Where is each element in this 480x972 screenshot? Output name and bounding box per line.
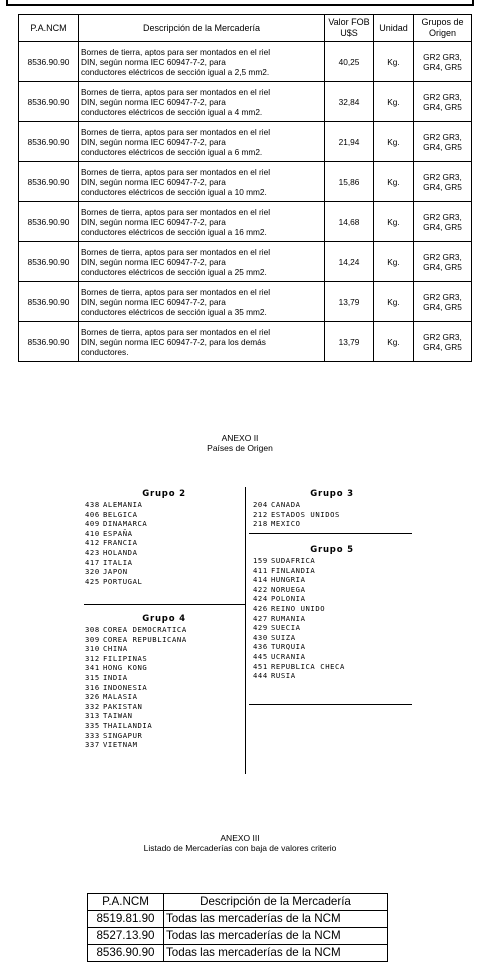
cell-groups <box>414 162 472 202</box>
desc-line2: DIN, según norma IEC 60947-7-2, para <box>81 56 226 67</box>
grupo5-title: Grupo 5 <box>310 545 354 555</box>
cell-value: 14,68 <box>325 202 374 242</box>
cell-code: 8536.90.90 <box>19 82 79 122</box>
country-name: NORUEGA <box>271 584 306 594</box>
table-row <box>88 928 388 945</box>
table-row <box>19 122 472 162</box>
country-code: 412 <box>85 538 100 548</box>
country-item <box>85 644 243 654</box>
country-name: ALEMANIA <box>103 500 143 509</box>
table-row <box>88 945 388 962</box>
country-item <box>85 548 243 558</box>
table-row <box>19 242 472 282</box>
country-item <box>85 654 243 664</box>
header-value-line2: U$S <box>340 28 358 38</box>
cell-groups <box>414 82 472 122</box>
cell-code: 8536.90.90 <box>19 242 79 282</box>
country-name: INDIA <box>103 672 128 682</box>
country-item <box>85 510 243 520</box>
grupo5-list <box>253 556 411 681</box>
country-name: UCRANIA <box>271 651 306 661</box>
grupo4-block <box>85 614 243 750</box>
header-unit: Unidad <box>374 15 414 42</box>
cell-description <box>79 122 325 162</box>
cell-description <box>79 202 325 242</box>
desc-line3: conductores eléctricos de sección igual a 16 mm2. <box>81 226 267 237</box>
country-name: FILIPINAS <box>103 653 148 663</box>
cell-code: 8536.90.90 <box>19 42 79 82</box>
country-name: SUIZA <box>271 632 296 642</box>
cell-description: Todas las mercaderías de la NCM <box>164 945 388 962</box>
cell-groups <box>414 322 472 362</box>
country-code: 326 <box>85 692 100 702</box>
country-item <box>85 558 243 568</box>
country-name: RUMANIA <box>271 613 306 623</box>
country-code: 332 <box>85 701 100 711</box>
desc-line2: DIN, según norma IEC 60947-7-2, para <box>81 296 226 307</box>
groups-line2: GR4, GR5 <box>423 221 462 232</box>
country-code: 313 <box>85 711 100 721</box>
cell-value: 40,25 <box>325 42 374 82</box>
country-item <box>253 510 411 520</box>
grupo5-block <box>253 545 411 681</box>
country-code: 159 <box>253 556 268 565</box>
header-code: P.A.NCM <box>88 894 164 911</box>
country-item <box>253 566 411 576</box>
desc-line3: conductores eléctricos de sección igual a 10 mm2. <box>81 186 267 197</box>
country-item <box>253 614 411 624</box>
country-item <box>253 642 411 652</box>
desc-line3: conductores eléctricos de sección igual a 25 mm2. <box>81 266 267 277</box>
groups-line2: GR4, GR5 <box>423 261 462 272</box>
table-row <box>88 911 388 928</box>
groups-line2: GR4, GR5 <box>423 341 462 352</box>
country-item <box>85 740 243 750</box>
annex3-title: ANEXO III <box>220 833 260 843</box>
country-item <box>85 663 243 673</box>
desc-line2: DIN, según norma IEC 60947-7-2, para <box>81 216 226 227</box>
country-name: THAILANDIA <box>103 720 153 730</box>
cell-code: 8536.90.90 <box>19 322 79 362</box>
country-item <box>85 567 243 577</box>
groups-line2: GR4, GR5 <box>423 301 462 312</box>
country-item <box>85 529 243 539</box>
table-row <box>19 162 472 202</box>
country-name: TAIWAN <box>103 711 133 721</box>
country-code: 204 <box>253 500 268 509</box>
country-name: MEXICO <box>271 519 301 529</box>
country-name: FRANCIA <box>103 538 138 548</box>
header-groups-line2: Origen <box>428 28 456 38</box>
cell-description <box>79 42 325 82</box>
country-code: 409 <box>85 519 100 529</box>
country-code: 423 <box>85 547 100 557</box>
country-item <box>253 594 411 604</box>
country-code: 212 <box>253 509 268 519</box>
country-code: 417 <box>85 557 100 567</box>
country-item <box>85 577 243 587</box>
desc-line1: Bornes de tierra, aptos para ser montados en el riel <box>81 86 271 97</box>
cell-description <box>79 242 325 282</box>
grupo4-list <box>85 625 243 750</box>
country-code: 308 <box>85 625 100 634</box>
groups-line1: GR2 GR3, <box>423 251 462 262</box>
country-item <box>253 671 411 681</box>
groups-vertical-divider <box>245 487 246 774</box>
header-description: Descripción de la Mercadería <box>79 15 325 42</box>
desc-line2: DIN, según norma IEC 60947-7-2, para los demás <box>81 336 266 347</box>
country-name: PAKISTAN <box>103 701 143 711</box>
country-name: TURQUIA <box>271 642 306 652</box>
groups-line1: GR2 GR3, <box>423 171 462 182</box>
country-code: 337 <box>85 740 100 750</box>
desc-line3: conductores eléctricos de sección igual a 2,5 mm2. <box>81 66 270 77</box>
country-name: PORTUGAL <box>103 576 143 586</box>
cell-value: 14,24 <box>325 242 374 282</box>
cell-description: Todas las mercaderías de la NCM <box>164 928 388 945</box>
grupo3-list <box>253 500 411 529</box>
merchandise-value-table <box>18 14 472 362</box>
country-code: 411 <box>253 565 268 575</box>
cell-groups <box>414 202 472 242</box>
annex2-title: ANEXO II <box>221 433 259 443</box>
groups-line1: GR2 GR3, <box>423 51 462 62</box>
cell-groups <box>414 282 472 322</box>
country-item <box>253 623 411 633</box>
cell-code: 8536.90.90 <box>19 282 79 322</box>
country-name: JAPON <box>103 567 128 577</box>
table-header-row <box>88 894 388 911</box>
cell-code: 8536.90.90 <box>88 945 164 962</box>
header-value-line1: Valor FOB <box>328 17 370 27</box>
cell-description <box>79 322 325 362</box>
header-description: Descripción de la Mercadería <box>164 894 388 911</box>
country-code: 320 <box>85 567 100 577</box>
desc-line1: Bornes de tierra, aptos para ser montados en el riel <box>81 166 271 177</box>
country-name: HONG KONG <box>103 663 148 673</box>
grupo4-title: Grupo 4 <box>142 614 186 624</box>
cell-groups <box>414 242 472 282</box>
country-code: 426 <box>253 603 268 613</box>
annex2-subtitle: Países de Origen <box>207 443 273 453</box>
country-name: SUDAFRICA <box>271 556 316 565</box>
country-code: 424 <box>253 594 268 604</box>
cell-code: 8527.13.90 <box>88 928 164 945</box>
cell-description <box>79 82 325 122</box>
cell-code: 8536.90.90 <box>19 202 79 242</box>
country-item <box>253 662 411 672</box>
country-code: 422 <box>253 584 268 594</box>
cell-unit: Kg. <box>374 42 414 82</box>
desc-line2: DIN, según norma IEC 60947-7-2, para <box>81 96 226 107</box>
cell-unit: Kg. <box>374 162 414 202</box>
header-code: P.A.NCM <box>19 15 79 42</box>
groups-line1: GR2 GR3, <box>423 91 462 102</box>
country-name: CHINA <box>103 644 128 654</box>
table-row <box>19 82 472 122</box>
groups-line1: GR2 GR3, <box>423 131 462 142</box>
grupo2-block <box>85 489 243 586</box>
country-code: 335 <box>85 720 100 730</box>
desc-line1: Bornes de tierra, aptos para ser montados en el riel <box>81 246 271 257</box>
header-groups-line1: Grupos de <box>421 17 464 27</box>
desc-line1: Bornes de tierra, aptos para ser montados en el riel <box>81 206 271 217</box>
grupo2-title: Grupo 2 <box>142 489 186 499</box>
cell-description <box>79 282 325 322</box>
country-item <box>85 702 243 712</box>
cell-code: 8536.90.90 <box>19 162 79 202</box>
cell-unit: Kg. <box>374 202 414 242</box>
country-item <box>253 652 411 662</box>
country-code: 436 <box>253 642 268 652</box>
country-code: 414 <box>253 575 268 585</box>
country-code: 429 <box>253 623 268 633</box>
country-name: SINGAPUR <box>103 730 143 740</box>
desc-line3: conductores. <box>81 346 129 357</box>
table-header-row <box>19 15 472 42</box>
country-code: 341 <box>85 663 100 673</box>
country-name: ITALIA <box>103 557 133 567</box>
desc-line3: conductores eléctricos de sección igual a 35 mm2. <box>81 306 267 317</box>
country-code: 438 <box>85 500 100 509</box>
country-item <box>85 731 243 741</box>
country-name: HOLANDA <box>103 547 138 557</box>
country-item <box>85 519 243 529</box>
country-code: 451 <box>253 661 268 671</box>
country-code: 425 <box>85 576 100 586</box>
country-item <box>253 519 411 529</box>
cell-unit: Kg. <box>374 282 414 322</box>
desc-line2: DIN, según norma IEC 60947-7-2, para <box>81 256 226 267</box>
desc-line1: Bornes de tierra, aptos para ser montados en el riel <box>81 126 271 137</box>
desc-line1: Bornes de tierra, aptos para ser montados en el riel <box>81 326 271 337</box>
country-name: DINAMARCA <box>103 519 148 529</box>
country-name: REPUBLICA CHECA <box>271 661 345 671</box>
cell-unit: Kg. <box>374 82 414 122</box>
grupo3-block <box>253 489 411 529</box>
country-code: 310 <box>85 644 100 654</box>
country-code: 430 <box>253 632 268 642</box>
header-value <box>325 15 374 42</box>
country-item <box>253 500 411 510</box>
country-item <box>253 575 411 585</box>
desc-line3: conductores eléctricos de sección igual a 6 mm2. <box>81 146 263 157</box>
country-item <box>85 625 243 635</box>
header-groups <box>414 15 472 42</box>
country-name: POLONIA <box>271 594 306 604</box>
country-name: RUSIA <box>271 671 296 681</box>
country-name: INDONESIA <box>103 682 148 692</box>
country-name: ESTADOS UNIDOS <box>271 509 340 519</box>
groups-line2: GR4, GR5 <box>423 141 462 152</box>
country-code: 444 <box>253 671 268 681</box>
country-code: 445 <box>253 651 268 661</box>
country-item <box>85 683 243 693</box>
cell-groups <box>414 42 472 82</box>
reduced-criteria-table <box>87 893 388 962</box>
page-frame-top <box>6 0 474 6</box>
country-name: COREA REPUBLICANA <box>103 634 187 644</box>
desc-line2: DIN, según norma IEC 60947-7-2, para <box>81 176 226 187</box>
country-code: 316 <box>85 682 100 692</box>
country-item <box>85 635 243 645</box>
grupo3-divider <box>249 533 412 534</box>
country-name: HUNGRIA <box>271 575 306 585</box>
grupo3-title: Grupo 3 <box>310 489 354 499</box>
cell-code: 8536.90.90 <box>19 122 79 162</box>
cell-value: 13,79 <box>325 282 374 322</box>
cell-groups <box>414 122 472 162</box>
cell-unit: Kg. <box>374 242 414 282</box>
groups-line1: GR2 GR3, <box>423 291 462 302</box>
table-row <box>19 202 472 242</box>
country-item <box>85 692 243 702</box>
country-name: FINLANDIA <box>271 565 316 575</box>
country-name: MALASIA <box>103 692 138 702</box>
groups-line1: GR2 GR3, <box>423 211 462 222</box>
groups-line2: GR4, GR5 <box>423 101 462 112</box>
country-item <box>85 721 243 731</box>
cell-value: 15,86 <box>325 162 374 202</box>
groups-line2: GR4, GR5 <box>423 61 462 72</box>
groups-line2: GR4, GR5 <box>423 181 462 192</box>
country-code: 312 <box>85 653 100 663</box>
country-item <box>253 556 411 566</box>
table-row <box>19 282 472 322</box>
desc-line1: Bornes de tierra, aptos para ser montados en el riel <box>81 46 271 57</box>
country-code: 406 <box>85 509 100 519</box>
country-name: BELGICA <box>103 509 138 519</box>
country-name: VIETNAM <box>103 740 138 750</box>
country-item <box>85 500 243 510</box>
country-item <box>253 604 411 614</box>
cell-unit: Kg. <box>374 322 414 362</box>
desc-line1: Bornes de tierra, aptos para ser montados en el riel <box>81 286 271 297</box>
country-item <box>85 711 243 721</box>
table-row <box>19 322 472 362</box>
desc-line3: conductores eléctricos de sección igual a 4 mm2. <box>81 106 263 117</box>
country-code: 315 <box>85 672 100 682</box>
country-name: SUECIA <box>271 623 301 633</box>
country-code: 427 <box>253 613 268 623</box>
country-code: 410 <box>85 528 100 538</box>
country-name: REINO UNIDO <box>271 603 326 613</box>
cell-code: 8519.81.90 <box>88 911 164 928</box>
groups-line1: GR2 GR3, <box>423 331 462 342</box>
annex3-subtitle: Listado de Mercaderías con baja de valores criterio <box>143 843 337 853</box>
table-row <box>19 42 472 82</box>
country-code: 333 <box>85 730 100 740</box>
country-code: 218 <box>253 519 268 529</box>
cell-description <box>79 162 325 202</box>
cell-unit: Kg. <box>374 122 414 162</box>
country-name: ESPAÑA <box>103 528 133 538</box>
country-name: COREA DEMOCRATICA <box>103 625 187 634</box>
cell-value: 32,84 <box>325 82 374 122</box>
country-item <box>85 673 243 683</box>
cell-description: Todas las mercaderías de la NCM <box>164 911 388 928</box>
country-item <box>85 538 243 548</box>
cell-value: 13,79 <box>325 322 374 362</box>
grupo2-divider <box>84 604 246 605</box>
country-code: 309 <box>85 634 100 644</box>
grupo2-list <box>85 500 243 586</box>
desc-line2: DIN, según norma IEC 60947-7-2, para <box>81 136 226 147</box>
country-name: CANADA <box>271 500 301 509</box>
country-item <box>253 585 411 595</box>
country-item <box>253 633 411 643</box>
cell-value: 21,94 <box>325 122 374 162</box>
grupo5-divider <box>249 704 412 705</box>
